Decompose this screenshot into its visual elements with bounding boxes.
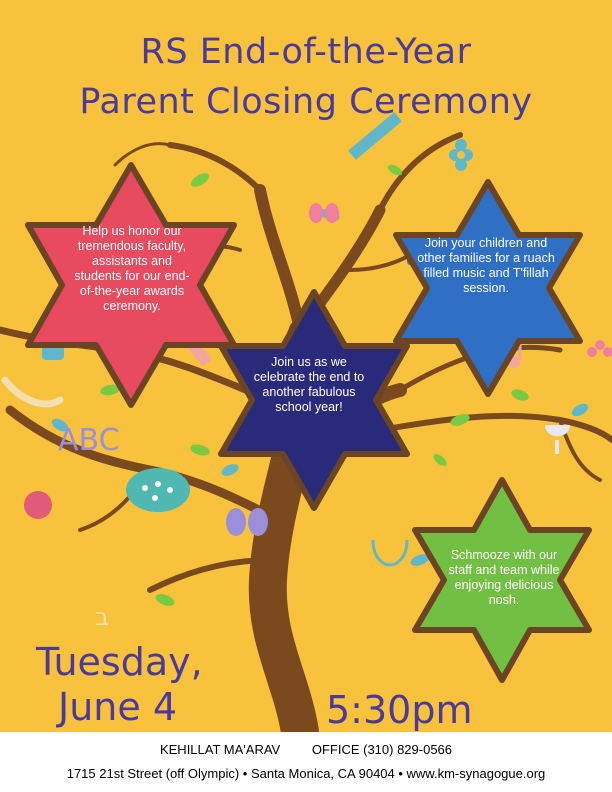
footer-org-line	[0, 742, 612, 757]
footer-address: 1715 21st Street (off Olympic) • Santa Monica, CA 90404 • www.km-synagogue.org	[66, 766, 546, 781]
event-day: Tuesday,	[36, 640, 203, 684]
hebrew-letter-bet: ב	[95, 603, 109, 631]
star-honor-text: Help us honor our tremendous faculty, assistants and students for our end-of-the-year awards ceremony.	[74, 224, 190, 313]
abc-letters: ABC	[58, 423, 120, 458]
palette-icon	[126, 468, 190, 512]
pomegranate-icon	[24, 491, 52, 519]
lyre-icon	[373, 540, 407, 565]
banana-icon	[5, 380, 60, 404]
office-phone: OFFICE (310) 829-0566	[311, 742, 453, 757]
ruler-icon	[348, 112, 402, 160]
event-time: 5:30pm	[326, 688, 473, 732]
event-date: June 4	[58, 685, 178, 729]
butterfly-icon-bottom	[226, 508, 268, 536]
title-line-1: RS End-of-the-Year	[140, 32, 472, 72]
title-line-2: Parent Closing Ceremony	[79, 82, 533, 122]
flower-icon-right	[587, 340, 612, 357]
org-name: KEHILLAT MA'ARAV	[159, 742, 281, 757]
footer	[0, 732, 612, 792]
star-schmooze-text: Schmooze with our staff and team while enjoying delicious nosh.	[448, 548, 560, 607]
star-music-text: Join your children and other families for a ruach filled music and T'fillah session.	[417, 236, 555, 295]
flower-icon-top	[449, 139, 473, 171]
star-celebrate-text: Join us as we celebrate the end to another fabulous school year!	[253, 355, 365, 414]
